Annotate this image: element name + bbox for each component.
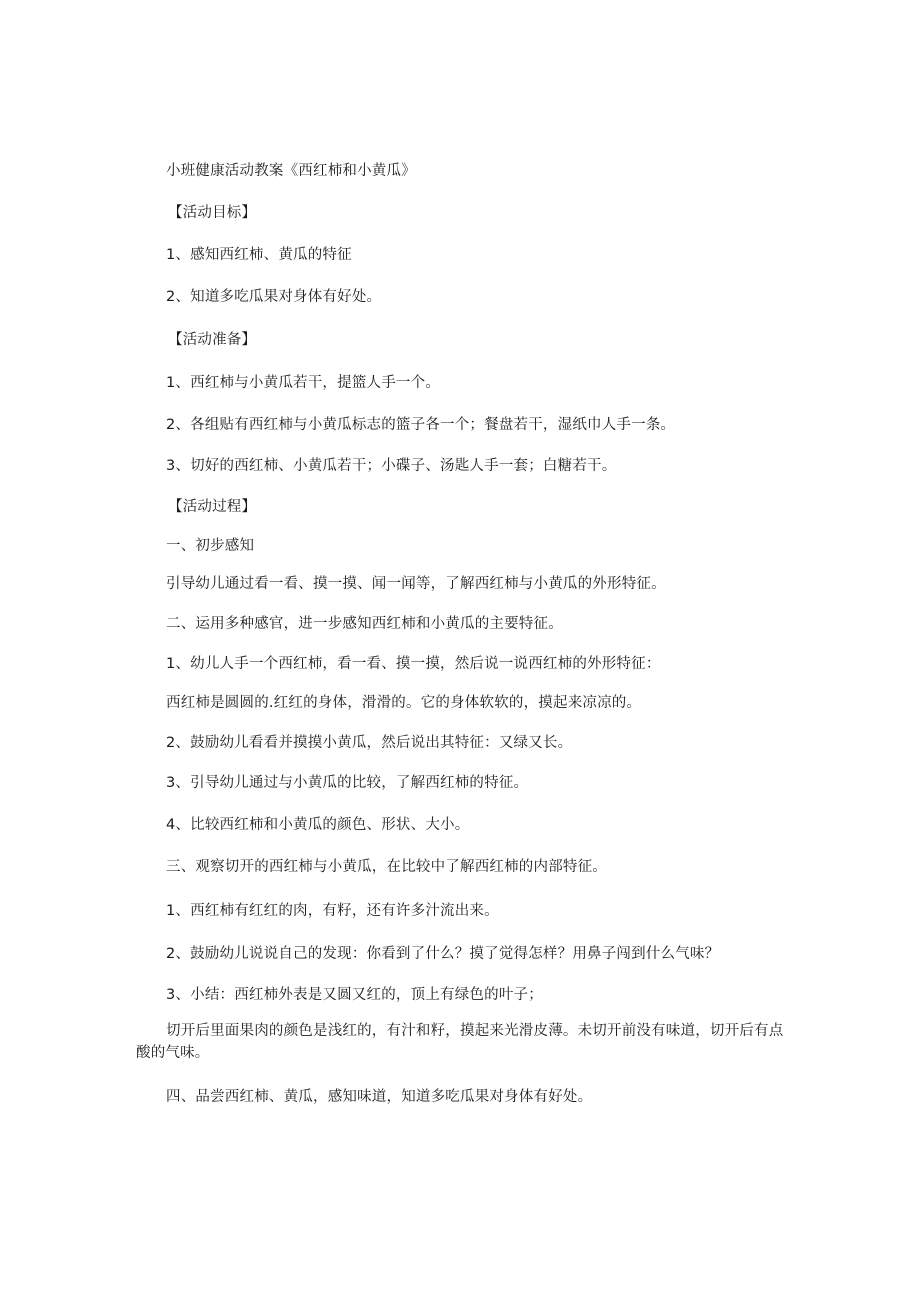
process-step-heading-1: 一、初步感知 — [166, 538, 255, 554]
process-line: 引导幼儿通过看一看、摸一摸、闻一闻等，了解西红柿与小黄瓜的外形特征。 — [166, 576, 666, 592]
process-step-heading-2: 二、运用多种感官，进一步感知西红柿和小黄瓜的主要特征。 — [166, 616, 563, 632]
prep-item-1: 1、西红柿与小黄瓜若干，提篮人手一个。 — [166, 375, 441, 391]
prep-heading: 【活动准备】 — [168, 332, 257, 348]
prep-item-3: 3、切好的西红柿、小黄瓜若干；小碟子、汤匙人手一套；白糖若干。 — [166, 458, 617, 474]
process-line: 1、西红柿有红红的肉，有籽，还有许多汁流出来。 — [166, 903, 499, 919]
summary-paragraph: 切开后里面果肉的颜色是浅红的，有汁和籽，摸起来光滑皮薄。未切开前没有味道，切开后有点酸的气味。 — [136, 1023, 784, 1061]
process-heading: 【活动过程】 — [168, 499, 257, 515]
prep-item-2: 2、各组贴有西红柿与小黄瓜标志的篮子各一个；餐盘若干，湿纸巾人手一条。 — [166, 417, 676, 433]
process-line: 2、鼓励幼儿看看并摸摸小黄瓜，然后说出其特征：又绿又长。 — [166, 735, 573, 751]
process-line: 西红柿是圆圆的.红红的身体，滑滑的。它的身体软软的，摸起来凉凉的。 — [166, 695, 642, 711]
process-step-heading-3: 三、观察切开的西红柿与小黄瓜，在比较中了解西红柿的内部特征。 — [166, 859, 607, 875]
process-step-heading-4: 四、品尝西红柿、黄瓜，感知味道，知道多吃瓜果对身体有好处。 — [166, 1089, 593, 1105]
process-line: 1、幼儿人手一个西红柿，看一看、摸一摸，然后说一说西红柿的外形特征： — [166, 656, 661, 672]
process-line: 3、引导幼儿通过与小黄瓜的比较，了解西红柿的特征。 — [166, 775, 529, 791]
goals-heading: 【活动目标】 — [168, 205, 257, 221]
goal-item-1: 1、感知西红柿、黄瓜的特征 — [166, 247, 352, 263]
process-line: 2、鼓励幼儿说说自己的发现：你看到了什么？摸了觉得怎样？用鼻子闯到什么气味？ — [166, 946, 720, 962]
document-title: 小班健康活动教案《西红柿和小黄瓜》 — [166, 163, 416, 179]
process-line: 4、比较西红柿和小黄瓜的颜色、形状、大小。 — [166, 817, 470, 833]
goal-item-2: 2、知道多吃瓜果对身体有好处。 — [166, 289, 382, 305]
process-line: 3、小结：西红柿外表是又圆又红的，顶上有绿色的叶子； — [166, 987, 543, 1003]
